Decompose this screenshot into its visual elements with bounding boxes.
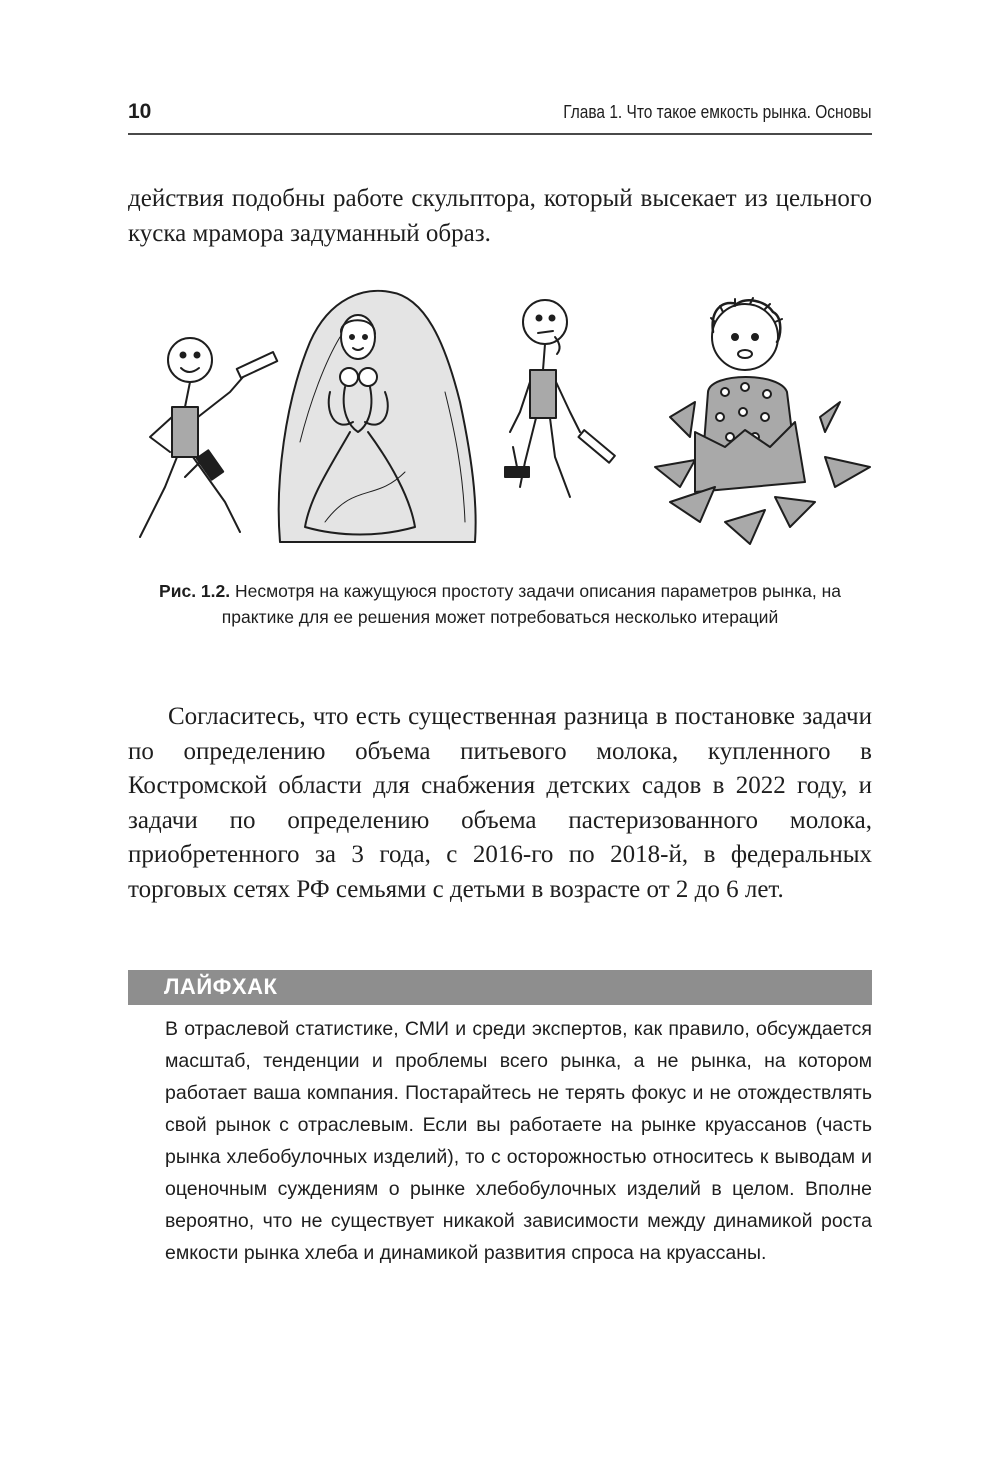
- page-header: [128, 100, 872, 134]
- header-rule: [128, 133, 872, 135]
- figure-caption-text: Несмотря на кажущуюся простоту задачи описания параметров рынка, на практике для ее решения может потребоваться несколько итераций: [221, 581, 841, 627]
- lifehack-title: ЛАЙФХАК: [164, 974, 278, 999]
- figure-caption: [128, 578, 872, 630]
- lifehack-banner: [128, 970, 872, 1005]
- figure-illustration: [125, 282, 875, 562]
- paragraph-main: Согласитесь, что есть существенная разница в постановке задачи по определению объема питьевого молока, купленного в Костромской области для снабжения детских садов в 2022 году, и задачи по определению объема пастеризованного молока, приобретенного за 3 года, с 2016-го по 2018-й, в федеральных торговых сетях РФ семьями с детьми в возрасте от 2 до 6 лет.: [128, 703, 872, 903]
- figure-caption-label: Рис. 1.2.: [159, 581, 231, 601]
- stick-figure-sculptor-thinking: [505, 300, 615, 497]
- running-head: Глава 1. Что такое емкость рынка. Основы: [563, 102, 872, 122]
- lifehack-text: В отраслевой статистике, СМИ и среди экспертов, как правило, обсуждается масштаб, тенденции и проблемы всего рынка, а не рынка, на котором работает ваша компания. Постарайтесь не терять фокус и не отождествлять свой рынок с отраслевым. Если вы работаете на рынке круассанов (часть рынка хлебобулочных изделий), то с осторожностью относитесь к выводам и оценочным суждениям о рынке хлебобулочных изделий в целом. Вполне вероятно, что не существует никакой зависимости между динамикой роста емкости рынка хлеба и динамикой развития спроса на круассаны.: [165, 1018, 872, 1264]
- page-number: 10: [128, 100, 152, 123]
- statue-emerging-from-shards: [655, 298, 870, 544]
- stick-figure-sculptor-chisel: [140, 338, 277, 537]
- marble-block-statue: [279, 291, 476, 542]
- paragraph-continued: действия подобны работе скульптора, который высекает из цельного куска мрамора задуманный образ.: [128, 185, 872, 247]
